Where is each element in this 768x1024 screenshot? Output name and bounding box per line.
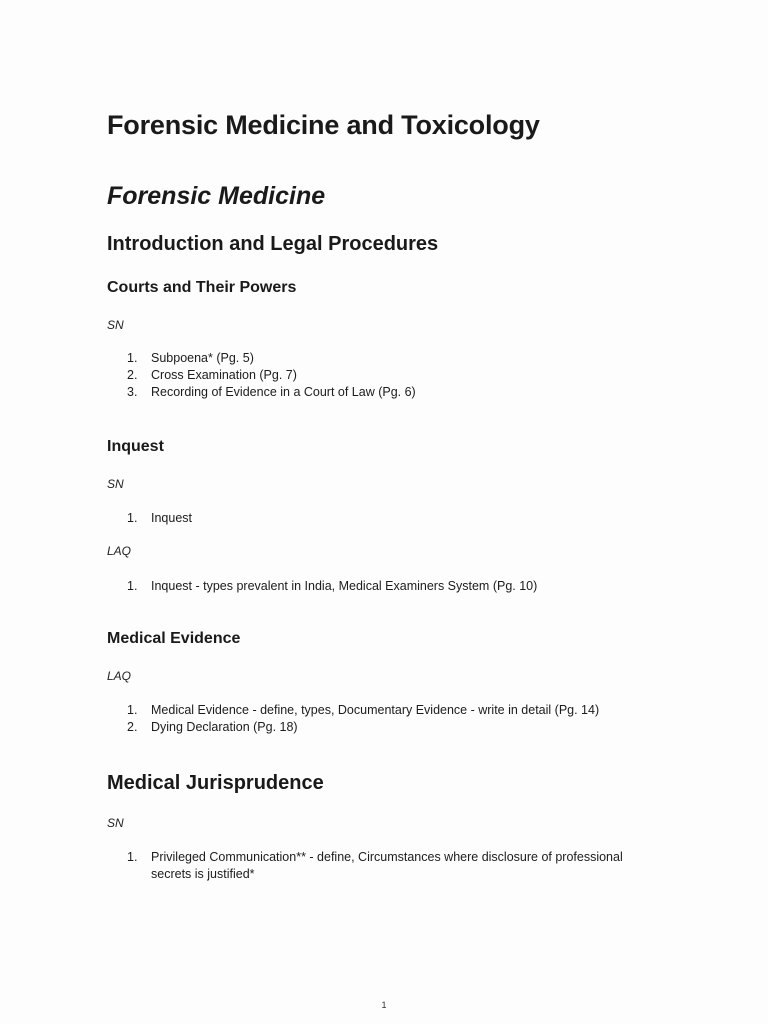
question-type-label: SN [107, 318, 124, 332]
item-text: Inquest - types prevalent in India, Medical Examiners System (Pg. 10) [151, 579, 538, 593]
item-number: 1. [127, 850, 138, 864]
question-type-label: SN [107, 477, 124, 491]
list-item [107, 510, 651, 527]
question-type-label: LAQ [107, 544, 132, 558]
list-item [107, 578, 651, 595]
part-title: Forensic Medicine [107, 182, 326, 210]
section-title-medical-evidence: Medical Evidence [107, 630, 241, 647]
item-text: Medical Evidence - define, types, Documentary Evidence - write in detail (Pg. 14) [151, 703, 600, 717]
question-list [107, 702, 651, 736]
item-text: Inquest [151, 511, 193, 525]
list-item [107, 367, 651, 384]
list-item [107, 350, 651, 367]
item-text: Recording of Evidence in a Court of Law (Pg. 6) [151, 385, 416, 399]
question-list [107, 350, 651, 401]
chapter-title-intro-legal: Introduction and Legal Procedures [107, 233, 439, 255]
list-item [107, 849, 651, 883]
question-list [107, 849, 651, 883]
item-number: 1. [127, 351, 138, 365]
section-title-inquest: Inquest [107, 438, 164, 455]
item-text: Privileged Communication** - define, Circumstances where disclosure of professional secrets is justified* [151, 850, 623, 881]
list-item [107, 384, 651, 401]
chapter-title-medical-jurisprudence: Medical Jurisprudence [107, 772, 324, 794]
page-number: 1 [381, 1000, 387, 1010]
question-type-label: SN [107, 816, 124, 830]
list-item [107, 719, 651, 736]
item-number: 2. [127, 720, 138, 734]
list-item [107, 702, 651, 719]
item-number: 3. [127, 385, 138, 399]
item-text: Cross Examination (Pg. 7) [151, 368, 297, 382]
question-list [107, 510, 651, 527]
document-title: Forensic Medicine and Toxicology [107, 110, 540, 140]
item-number: 1. [127, 703, 138, 717]
question-list [107, 578, 651, 595]
section-title-courts: Courts and Their Powers [107, 279, 297, 296]
question-type-label: LAQ [107, 669, 132, 683]
item-number: 1. [127, 511, 138, 525]
item-text: Dying Declaration (Pg. 18) [151, 720, 298, 734]
item-text: Subpoena* (Pg. 5) [151, 351, 254, 365]
item-number: 2. [127, 368, 138, 382]
item-number: 1. [127, 579, 138, 593]
